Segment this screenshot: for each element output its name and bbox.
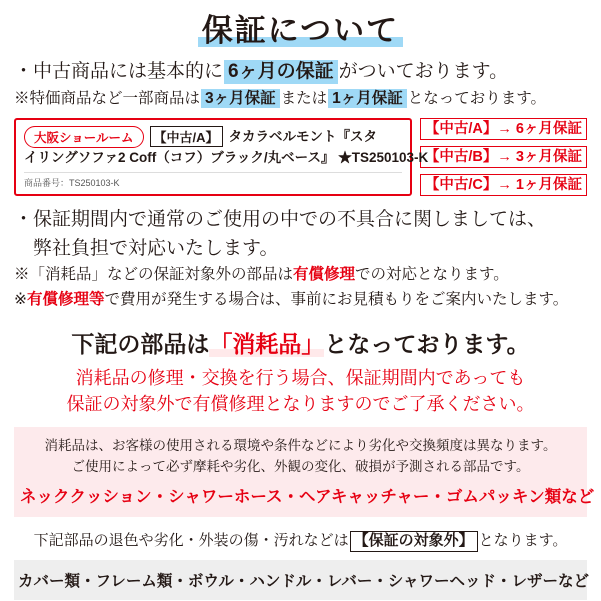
period-note-2-red: 有償修理等 bbox=[27, 291, 105, 309]
warranty-line-2-post: となっております。 bbox=[407, 89, 547, 107]
warranty-6month-badge: 6ヶ月の保証 bbox=[224, 60, 338, 84]
product-grade-badge: 【中古/A】 bbox=[150, 126, 223, 147]
consumables-parts-list: ネッククッション・シャワーホース・ヘアキャッチャー・ゴムパッキン類など bbox=[20, 488, 595, 507]
consumables-red-note-2: 保証の対象外で有償修理となりますのでご了承ください。 bbox=[66, 393, 535, 414]
consumables-red-note-1: 消耗品の修理・交換を行う場合、保証期間内であっても bbox=[75, 367, 526, 388]
period-note-1-pre: ※「消耗品」などの保証対象外の部品は bbox=[14, 266, 294, 284]
out-of-warranty-badge: 【保証の対象外】 bbox=[350, 531, 478, 552]
product-card-header bbox=[24, 126, 402, 148]
product-name-line-2: イリングソファ2 Coff（コフ）ブラック/丸ベース』 ★TS250103-K bbox=[24, 149, 429, 165]
out-of-warranty-note-pre: 下記部品の退色や劣化・外装の傷・汚れなどは bbox=[33, 532, 349, 550]
consumables-detail-line-1: 消耗品は、お客様の使用される環境や条件などにより劣化や交換頻度は異なります。 bbox=[44, 437, 557, 453]
out-of-warranty-note bbox=[14, 529, 587, 552]
product-name-line-1: タカラベルモント『スタ bbox=[228, 128, 378, 144]
warranty-line-2-mid: または bbox=[280, 89, 328, 107]
period-note-1-red: 有償修理 bbox=[293, 266, 356, 284]
out-of-warranty-note-post: となります。 bbox=[478, 532, 568, 550]
page-title-wrap bbox=[14, 14, 587, 48]
legend-row-b: 【中古/B】→ 3ヶ月保証 bbox=[420, 146, 587, 168]
period-note-1-post: での対応となります。 bbox=[355, 266, 509, 284]
period-note-2-post: で費用が発生する場合は、事前にお見積もりをご案内いたします。 bbox=[104, 291, 569, 309]
warranty-1month-badge: 1ヶ月保証 bbox=[328, 89, 407, 108]
product-code: 商品番号：TS250103-K bbox=[24, 172, 402, 189]
consumables-heading-post: となっております。 bbox=[324, 330, 530, 357]
consumables-heading-pre: 下記の部品は bbox=[71, 330, 210, 357]
period-note-1 bbox=[14, 263, 587, 286]
warranty-line-2-pre: ※特価商品など一部商品は bbox=[14, 89, 201, 107]
consumables-heading-highlight bbox=[209, 326, 324, 359]
consumables-detail-block bbox=[14, 427, 595, 517]
page-title bbox=[202, 14, 399, 48]
grade-legend bbox=[420, 118, 587, 196]
consumables-heading-hl-text: 「消耗品」 bbox=[209, 330, 325, 357]
period-note-2 bbox=[14, 288, 587, 311]
period-note-2-pre: ※ bbox=[14, 291, 27, 309]
showroom-badge: 大阪ショールーム bbox=[24, 126, 144, 148]
legend-row-c: 【中古/C】→ 1ヶ月保証 bbox=[420, 174, 587, 196]
consumables-heading bbox=[14, 326, 587, 359]
legend-row-a: 【中古/A】→ 6ヶ月保証 bbox=[420, 118, 587, 140]
product-and-legend-row bbox=[14, 118, 587, 196]
consumables-detail-line-2: ご使用によって必ず摩耗や劣化、外観の変化、破損が予測される部品です。 bbox=[71, 459, 530, 475]
warranty-line-1 bbox=[14, 58, 587, 86]
period-line-1: ・保証期間内で通常のご使用の中での不具合に関しましては、 bbox=[14, 209, 547, 231]
product-card bbox=[14, 118, 429, 196]
out-of-warranty-parts-list: カバー類・フレーム類・ボウル・ハンドル・レバー・シャワーヘッド・レザーなど bbox=[14, 560, 587, 600]
period-line-2: 弊社負担で対応いたします。 bbox=[14, 237, 279, 259]
warranty-line-2 bbox=[14, 87, 587, 110]
page-title-text: 保証について bbox=[201, 13, 400, 48]
warranty-line-1-post: がついております。 bbox=[338, 61, 509, 83]
warranty-line-1-pre: ・中古商品には基本的に bbox=[14, 61, 224, 83]
warranty-3month-badge: 3ヶ月保証 bbox=[201, 89, 280, 108]
